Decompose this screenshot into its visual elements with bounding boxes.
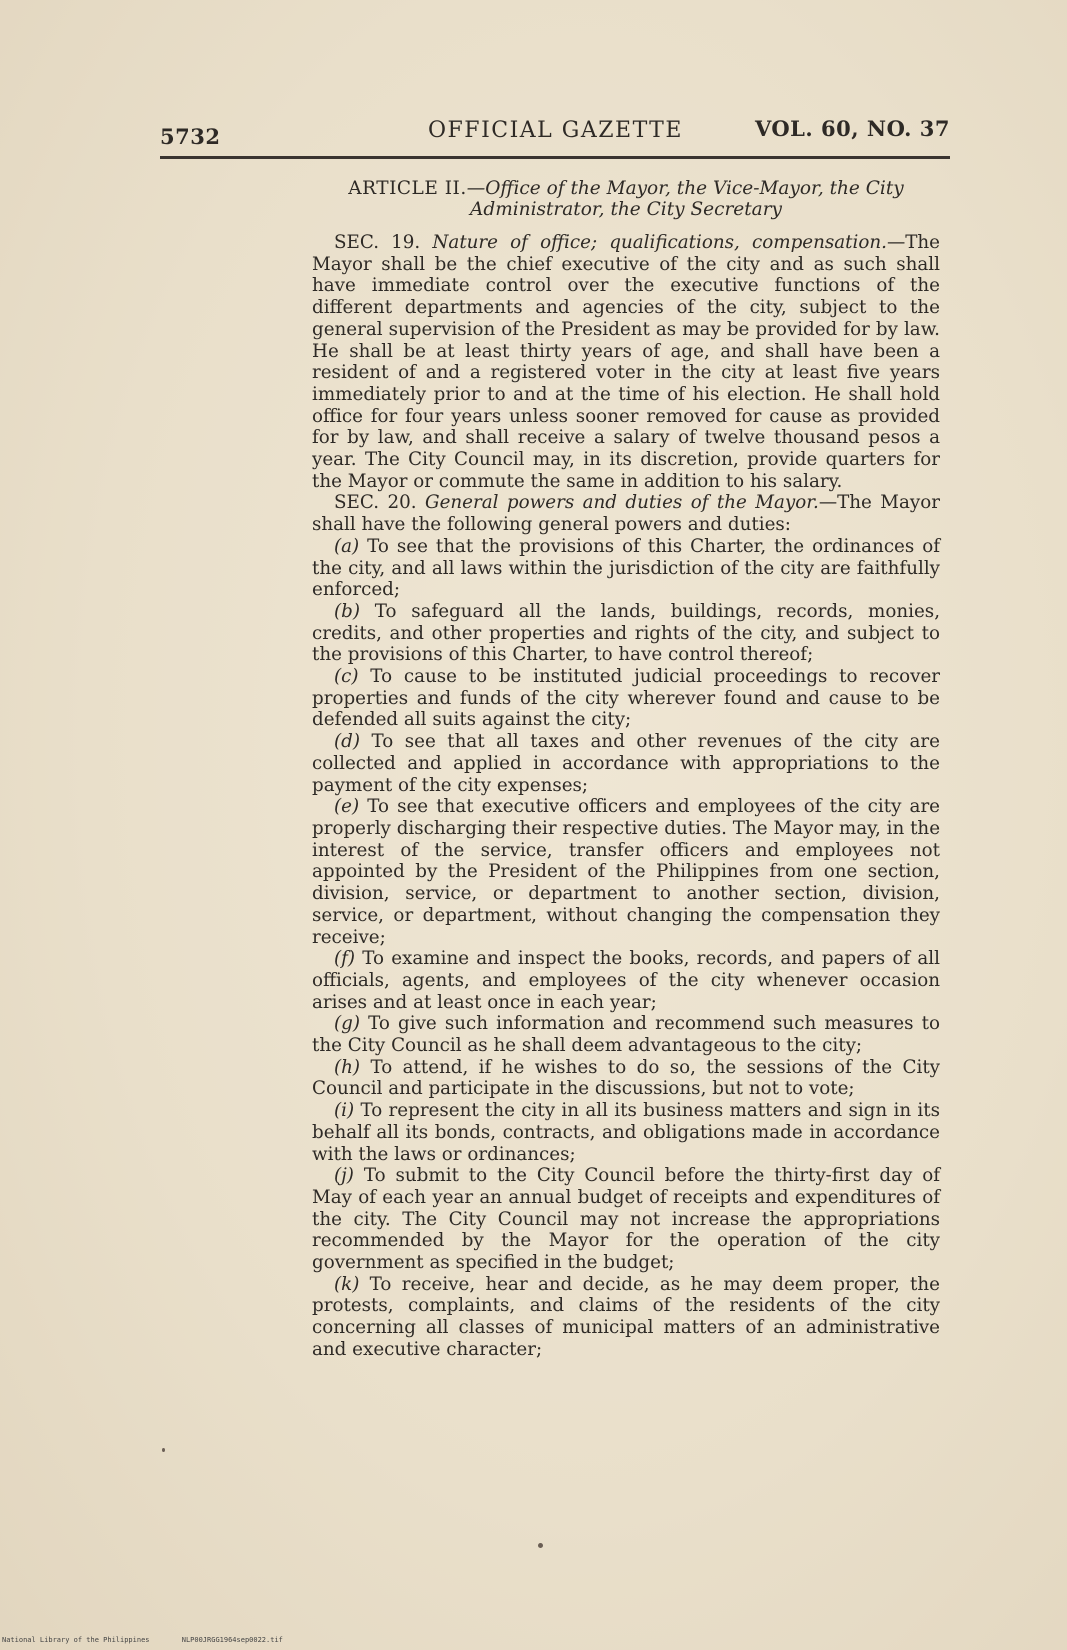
- library-credit: National Library of the Philippines: [2, 1636, 150, 1644]
- item-letter: (f): [334, 948, 356, 970]
- item-text: To cause to be instituted judicial proceedings to recover properties and funds of the city wherever found and cause to be defended all suits against the city;: [312, 666, 940, 731]
- margin-speck-dot: [162, 1448, 165, 1452]
- item-letter: (c): [334, 666, 359, 688]
- list-item: [312, 796, 940, 948]
- list-item: [312, 666, 940, 731]
- item-text: To see that the provisions of this Charter, the ordinances of the city, and all laws within the jurisdiction of the city are faithfully enforced;: [312, 535, 940, 601]
- item-letter: (e): [334, 796, 360, 818]
- list-item: [312, 1274, 940, 1361]
- page-number: 5732: [160, 124, 221, 149]
- list-item: [312, 1057, 940, 1100]
- item-text: To receive, hear and decide, as he may deem proper, the protests, complaints, and claims of the residents of the city concerning all classes of municipal matters of an administrative and executive character;: [312, 1273, 940, 1360]
- item-text: To examine and inspect the books, records, and papers of all officials, agents, and employees of the city whenever occasion arises and at least once in each year;: [312, 948, 940, 1013]
- section-label: SEC. 19.: [334, 232, 421, 253]
- item-text: To attend, if he wishes to do so, the sessions of the City Council and participate in the discussions, but not to vote;: [312, 1056, 940, 1100]
- section-title: Nature of office; qualifications, compensation.: [432, 232, 887, 253]
- article-heading: [312, 178, 940, 220]
- item-letter: (a): [334, 535, 360, 557]
- list-item: [312, 536, 940, 601]
- list-item: [312, 948, 940, 1013]
- header-rule: [160, 156, 950, 159]
- list-item: [312, 1100, 940, 1165]
- item-letter: (h): [334, 1056, 361, 1078]
- list-item: [312, 731, 940, 796]
- page-header: [160, 116, 950, 152]
- section-text: —The Mayor shall have the following general powers and duties:: [312, 492, 941, 536]
- section-paragraph: [312, 492, 940, 535]
- scan-filename: NLP00JRGG1964sep0022.tif: [181, 1636, 283, 1644]
- item-letter: (g): [334, 1013, 360, 1035]
- item-text: To submit to the City Council before the thirty-first day of May of each year an annual budget of receipts and expenditures of the city. The City Council may not increase the appropriations recommended by the Mayor for the operation of the city government as specified in the budget;: [312, 1165, 941, 1274]
- scan-footer: [2, 1636, 311, 1644]
- volume-number: VOL. 60, NO. 37: [754, 116, 950, 141]
- article-title: —Office of the Mayor, the Vice-Mayor, the City Administrator, the City Secretary: [466, 178, 904, 220]
- section-label: SEC. 20.: [334, 492, 417, 514]
- section-paragraph: [312, 232, 940, 492]
- article-body: [312, 178, 940, 1361]
- item-text: To represent the city in all its business matters and sign in its behalf all its bonds, contracts, and obligations made in accordance with the laws or ordinances;: [312, 1100, 940, 1165]
- article-label: ARTICLE II.: [348, 178, 467, 199]
- item-text: To give such information and recommend such measures to the City Council as he shall deem advantageous to the city;: [312, 1013, 940, 1057]
- item-text: To safeguard all the lands, buildings, records, monies, credits, and other properties and rights of the city, and subject to the provisions of this Charter, to have control thereof;: [312, 600, 941, 666]
- item-letter: (i): [334, 1100, 355, 1122]
- item-letter: (b): [334, 600, 360, 622]
- page-mark-dot: [538, 1543, 543, 1548]
- section-title: General powers and duties of the Mayor.: [424, 492, 819, 514]
- item-letter: (k): [334, 1273, 360, 1295]
- section-text: —The Mayor shall be the chief executive of the city and as such shall have immediate control over the executive functions of the different departments and agencies of the city, subject to the general supervision of the President as may be provided for by law. He shall be at least thirty years of age, and shall have been a resident of and a registered voter in the city at least five years immediately prior to and at the time of his election. He shall hold office for four years unless sooner removed for cause as provided for by law, and shall receive a salary of twelve thousand pesos a year. The City Council may, in its discretion, provide quarters for the Mayor or commute the same in addition to his salary.: [312, 232, 941, 492]
- list-item: [312, 1165, 940, 1274]
- item-text: To see that executive officers and employees of the city are properly discharging their respective duties. The Mayor may, in the interest of the service, transfer officers and employees not appointed by the President of the Philippines from one section, division, service, or department to another section, division, service, or department, without changing the compensation they receive;: [312, 796, 941, 948]
- item-text: To see that all taxes and other revenues of the city are collected and applied in accordance with appropriations to the payment of the city expenses;: [312, 731, 940, 796]
- item-letter: (j): [334, 1165, 354, 1187]
- list-item: [312, 1013, 940, 1056]
- gazette-title: OFFICIAL GAZETTE: [428, 118, 683, 143]
- list-item: [312, 601, 940, 666]
- item-letter: (d): [334, 731, 360, 753]
